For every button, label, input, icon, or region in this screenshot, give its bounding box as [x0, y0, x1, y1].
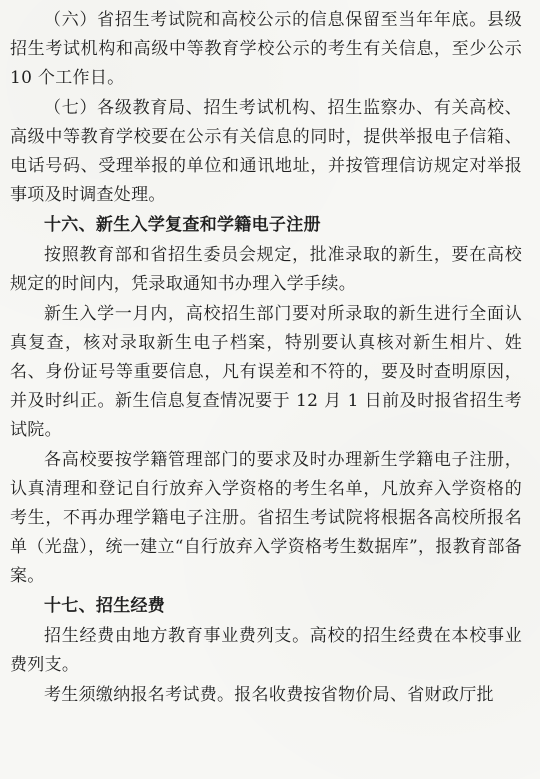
paragraph-item-6: （六）省招生考试院和高校公示的信息保留至当年年底。县级招生考试机构和高级中等教育学校公示的考生有关信息，至少公示 10 个工作日。 [10, 10, 522, 88]
paragraph-funding: 招生经费由地方教育事业费列支。高校的招生经费在本校事业费列支。 [10, 626, 522, 675]
paragraph-fee: 考生须缴纳报名考试费。报名收费按省物价局、省财政厅批 [44, 685, 494, 705]
paragraph-registration: 各高校要按学籍管理部门的要求及时办理新生学籍电子注册，认真清理和登记自行放弃入学资格的考生名单，凡放弃入学资格的考生，不再办理学籍电子注册。省招生考试院将根据各高校所报名单（光盘），统一建立“自行放弃入学资格考生数据库”，报教育部备案。 [10, 450, 522, 586]
paragraph-item-7: （七）各级教育局、招生考试机构、招生监察办、有关高校、高级中等教育学校要在公示有关信息的同时，提供举报电子信箱、电话号码、受理举报的单位和通讯地址，并按管理信访规定对举报事项及时调查处理。 [10, 98, 522, 205]
section-heading-16: 十六、新生入学复查和学籍电子注册 [44, 215, 321, 235]
section-heading-17: 十七、招生经费 [44, 596, 166, 616]
paragraph-review: 新生入学一月内，高校招生部门要对所录取的新生进行全面认真复查，核对录取新生电子档案，特别要认真核对新生相片、姓名、身份证号等重要信息，凡有误差和不符的，要及时查明原因，并及时纠正。新生信息复查情况要于 12 月 1 日前及时报省招生考试院。 [10, 304, 522, 440]
paragraph-admission: 按照教育部和省招生委员会规定，批准录取的新生，要在高校规定的时间内，凭录取通知书办理入学手续。 [10, 245, 522, 294]
